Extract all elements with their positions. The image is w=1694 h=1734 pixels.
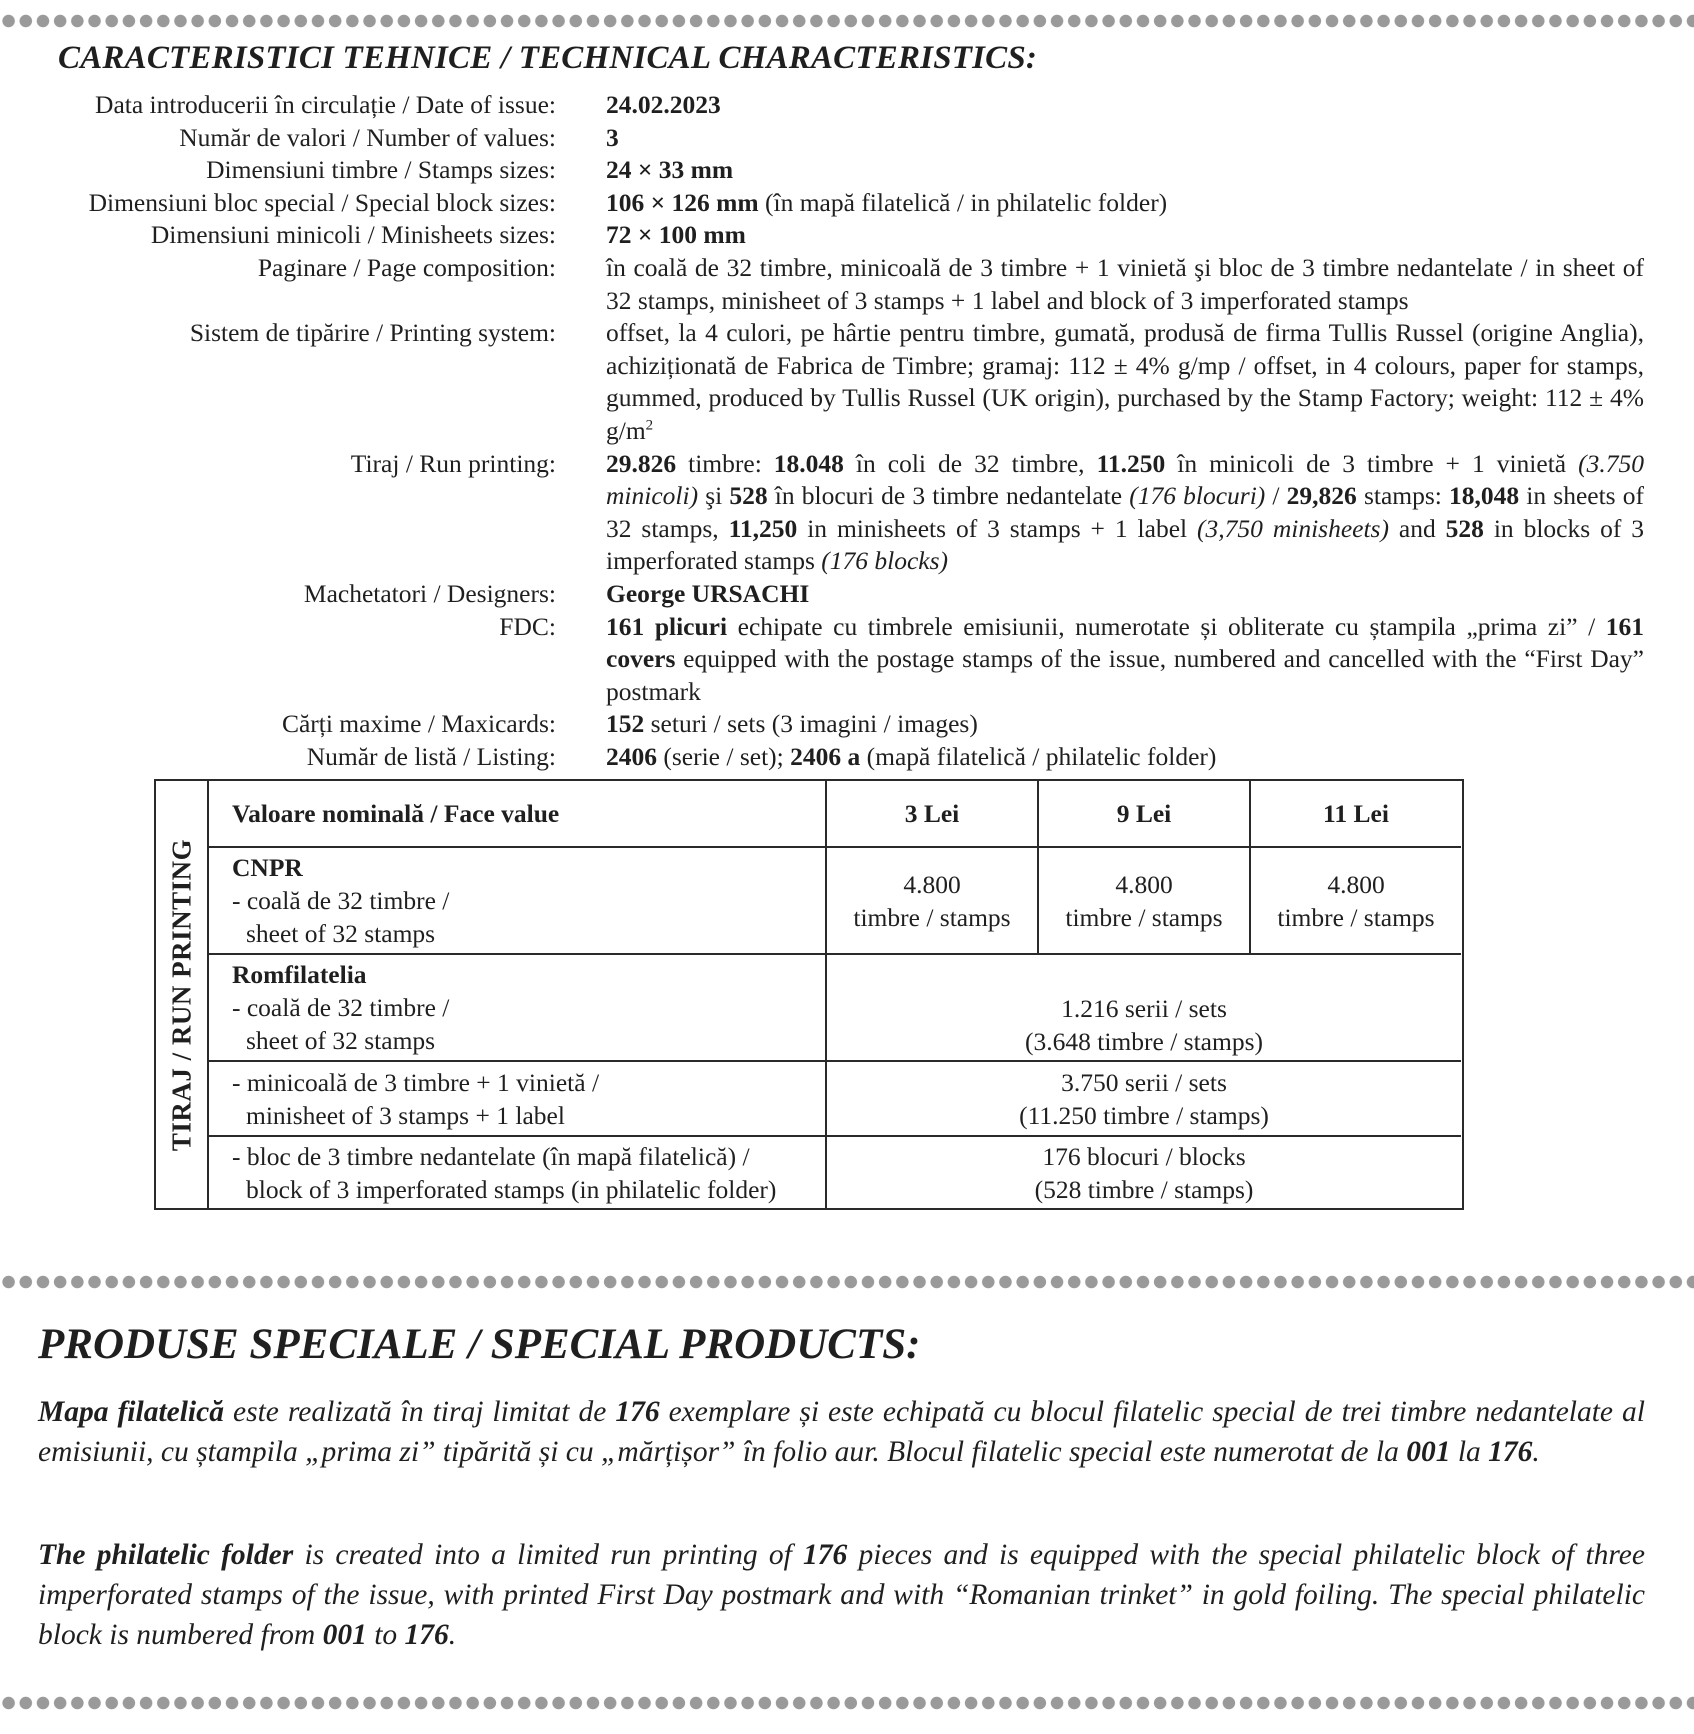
header-face-value: Valoare nominală / Face value (209, 781, 826, 847)
row-title: Romfilatelia (232, 960, 367, 989)
technical-specs (40, 89, 1644, 773)
spec-row-block-size (40, 187, 1644, 220)
spec-label: Dimensiuni bloc special / Special block sizes: (88, 187, 556, 217)
spec-value: 106 × 126 mm (în mapă filatelică / in philatelic folder) (606, 187, 1168, 217)
row-label (209, 1136, 826, 1209)
spec-value: 3 (606, 122, 619, 152)
spec-row-designers (40, 578, 1644, 611)
spec-value: 24.02.2023 (606, 90, 721, 119)
spec-value: 152 seturi / sets (3 imagini / images) (606, 709, 978, 739)
spec-label: Cărți maxime / Maxicards: (281, 709, 556, 739)
dotted-divider-top (0, 13, 1694, 29)
spec-value: 72 × 100 mm (606, 220, 746, 250)
table-cell: 1.216 serii / sets (3.648 timbre / stamps) (826, 954, 1461, 1061)
table-cell: 4.800 timbre / stamps (1038, 847, 1250, 954)
spec-value: 24 × 33 mm (606, 155, 734, 185)
spec-label: Dimensiuni timbre / Stamps sizes: (206, 155, 556, 185)
row-line: sheet of 32 stamps (246, 1026, 436, 1055)
row-line: minisheet of 3 stamps + 1 label (246, 1100, 565, 1130)
spec-row-stamp-size (40, 154, 1644, 187)
row-label (209, 954, 826, 1061)
table-cell: 4.800 timbre / stamps (1250, 847, 1461, 954)
row-label (209, 1061, 826, 1136)
spec-label: Sistem de tipărire / Printing system: (189, 318, 556, 348)
header-3-lei: 3 Lei (826, 781, 1038, 847)
spec-row-maxicards (40, 708, 1644, 741)
spec-label: Machetatori / Designers: (303, 578, 556, 608)
spec-row-fdc (40, 611, 1644, 709)
dotted-divider-middle (0, 1274, 1694, 1290)
spec-row-values (40, 122, 1644, 155)
header-9-lei: 9 Lei (1038, 781, 1250, 847)
row-line: - minicoală de 3 timbre + 1 vinietă / (232, 1067, 600, 1097)
spec-label: Paginare / Page composition: (257, 252, 556, 282)
run-printing-side-label: TIRAJ / RUN PRINTING (156, 781, 209, 1208)
table-row-block (209, 1136, 1461, 1209)
row-title: CNPR (232, 853, 303, 882)
spec-label: Data introducerii în circulație / Date of issue: (95, 90, 556, 119)
row-label (209, 847, 826, 954)
spec-row-minisheet-size (40, 219, 1644, 252)
run-printing-table (154, 779, 1464, 1210)
table-cell: 3.750 serii / sets (11.250 timbre / stamps) (826, 1061, 1461, 1136)
spec-label: Dimensiuni minicoli / Minisheets sizes: (150, 220, 556, 250)
row-line: sheet of 32 stamps (246, 919, 436, 948)
spec-value: George URSACHI (606, 578, 810, 608)
spec-label: Număr de valori / Number of values: (179, 122, 556, 152)
spec-label: Tiraj / Run printing: (350, 448, 556, 478)
table-row-romfilatelia (209, 954, 1461, 1061)
row-line: - bloc de 3 timbre nedantelate (în mapă filatelică) / (232, 1142, 750, 1171)
row-line: - coală de 32 timbre / (232, 886, 450, 915)
spec-label: Număr de listă / Listing: (306, 741, 556, 771)
special-paragraph-ro: Mapa filatelică este realizată în tiraj limitat de 176 exemplare și este echipată cu blocul filatelic special de trei timbre nedantelate al emisiunii, cu ștampila „prima zi” tipărită și cu „mărțișor” în folio aur. Blocul filatelic special este numerotat de la 001 la 176. (38, 1396, 1645, 1468)
table-header-row (209, 781, 1461, 847)
spec-value: offset, la 4 culori, pe hârtie pentru timbre, gumată, produsă de firma Tullis Russel (origine Anglia), achiziționată de Fabrica de Timbre; gramaj: 112 ± 4% g/mp / offset, in 4 colours, paper for stamps, gummed, produced by Tullis Russel (UK origin), purchased by the Stamp Factory; weight: 112 ± 4% $g/m^2$ (606, 318, 1644, 445)
header-11-lei: 11 Lei (1250, 781, 1461, 847)
spec-row-date (40, 89, 1644, 122)
dotted-divider-bottom (0, 1695, 1694, 1711)
run-printing-grid (209, 781, 1461, 1209)
spec-value: 29.826 timbre: 18.048 în coli de 32 timbre, 11.250 în minicoli de 3 timbre + 1 vinietă (3.750 minicoli) şi 528 în blocuri de 3 timbre nedantelate (176 blocuri) / 29,826 stamps: 18,048 in sheets of 32 stamps, 11,250 in minisheets of 3 stamps + 1 label (3,750 minisheets) and 528 in blocks of 3 imperforated stamps (176 blocks) (606, 448, 1644, 576)
table-row-minisheet (209, 1061, 1461, 1136)
spec-value: 2406 (serie / set); 2406 a (mapă filatelică / philatelic folder) (606, 741, 1217, 771)
row-line: block of 3 imperforated stamps (in philatelic folder) (246, 1175, 777, 1204)
spec-row-page (40, 252, 1644, 317)
spec-value: 161 plicuri echipate cu timbrele emisiunii, numerotate și obliterate cu ștampila „prima zi” / 161 covers equipped with the postage stamps of the issue, numbered and cancelled with the “First Day” postmark (606, 611, 1644, 706)
row-line: - coală de 32 timbre / (232, 993, 450, 1022)
table-cell: 176 blocuri / blocks (528 timbre / stamps) (826, 1136, 1461, 1209)
special-paragraph-en: The philatelic folder is created into a limited run printing of 176 pieces and is equipped with the special philatelic block of three imperforated stamps of the issue, with printed First Day postmark and with “Romanian trinket” in gold foiling. The special philatelic block is numbered from 001 to 176. (38, 1539, 1645, 1651)
spec-value: în coală de 32 timbre, minicoală de 3 timbre + 1 vinietă şi bloc de 3 timbre nedantelate / in sheet of 32 stamps, minisheet of 3 stamps + 1 label and block of 3 imperforated stamps (606, 252, 1644, 315)
technical-title: CARACTERISTICI TEHNICE / TECHNICAL CHARACTERISTICS: (58, 40, 1038, 76)
spec-row-listing (40, 741, 1644, 774)
spec-row-printing (40, 317, 1644, 447)
special-products-title: PRODUSE SPECIALE / SPECIAL PRODUCTS: (38, 1321, 921, 1368)
spec-label: FDC: (499, 611, 556, 641)
table-cell: 4.800 timbre / stamps (826, 847, 1038, 954)
spec-row-run (40, 448, 1644, 578)
table-row-cnpr (209, 847, 1461, 954)
